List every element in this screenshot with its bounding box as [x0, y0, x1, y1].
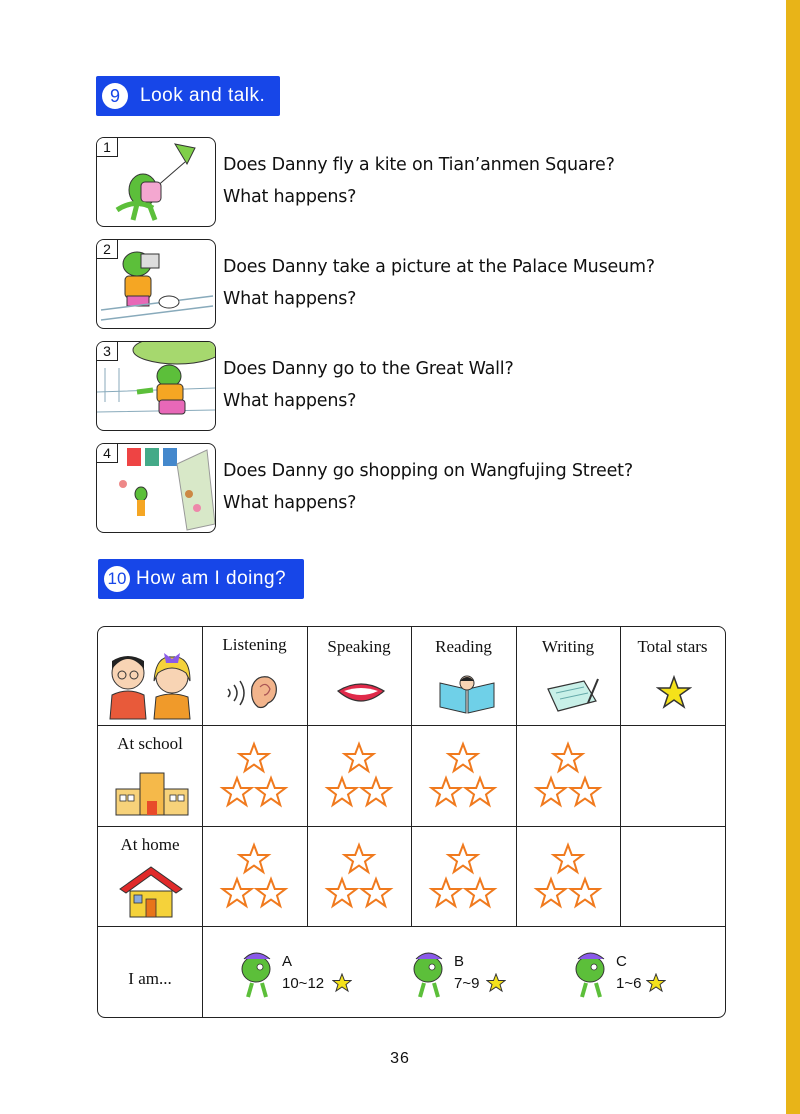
grade-range: 1~6: [616, 975, 642, 992]
picture-number: 3: [97, 342, 118, 361]
page-number: 36: [390, 1050, 410, 1067]
picture-number: 2: [97, 240, 118, 259]
picture-street: [96, 443, 216, 533]
children-icon: [104, 647, 198, 721]
follow-up: What happens?: [223, 187, 357, 207]
follow-up: What happens?: [223, 493, 357, 513]
section-title: Look and talk.: [140, 85, 266, 106]
question: Does Danny take a picture at the Palace Museum?: [223, 257, 655, 277]
look-talk-item-4: [96, 443, 696, 533]
grade-letter: A: [282, 953, 293, 970]
picture-camera: [96, 239, 216, 329]
star-group-school-listening[interactable]: [202, 739, 306, 809]
grade-letter: C: [616, 953, 627, 970]
follow-up: What happens?: [223, 391, 357, 411]
section-number: 9: [102, 83, 128, 109]
question: Does Danny go shopping on Wangfujing Street?: [223, 461, 633, 481]
star-icon: [332, 973, 352, 993]
header-reading: Reading: [435, 637, 492, 656]
picture-kite: [96, 137, 216, 227]
grade-range: 10~12: [282, 975, 325, 992]
star-icon: [646, 973, 666, 993]
table-divider: [98, 926, 725, 927]
notebook-icon: [544, 675, 600, 713]
look-talk-item-1: [96, 137, 696, 227]
star-icon: [486, 973, 506, 993]
picture-number: 1: [97, 138, 118, 157]
header-listening: Listening: [222, 635, 287, 654]
dino-icon: [410, 949, 450, 999]
grade-a: [238, 945, 358, 1005]
mouth-icon: [336, 679, 386, 709]
header-speaking: Speaking: [327, 637, 391, 656]
star-group-home-writing[interactable]: [516, 840, 620, 910]
self-assessment-table: [97, 626, 726, 1018]
star-group-school-speaking[interactable]: [307, 739, 411, 809]
section-9-header: [96, 76, 280, 116]
header-total-stars: Total stars: [637, 637, 708, 656]
picture-wall: [96, 341, 216, 431]
grade-b: [410, 945, 530, 1005]
table-divider: [98, 826, 725, 827]
section-title: How am I doing?: [136, 568, 287, 589]
star-group-school-reading[interactable]: [411, 739, 515, 809]
question: Does Danny fly a kite on Tian’anmen Square?: [223, 155, 615, 175]
school-icon: [114, 767, 190, 817]
star-group-home-reading[interactable]: [411, 840, 515, 910]
star-group-school-writing[interactable]: [516, 739, 620, 809]
row-label-i-am: I am...: [128, 969, 172, 988]
follow-up: What happens?: [223, 289, 357, 309]
grade-letter: B: [454, 953, 465, 970]
table-divider: [202, 627, 203, 1017]
section-number: 10: [104, 566, 130, 592]
table-divider: [98, 725, 725, 726]
question: Does Danny go to the Great Wall?: [223, 359, 514, 379]
row-label-at-school: At school: [117, 734, 183, 753]
grade-c: [572, 945, 692, 1005]
dino-icon: [572, 949, 612, 999]
ear-icon: [224, 671, 284, 715]
star-group-home-listening[interactable]: [202, 840, 306, 910]
look-talk-item-2: [96, 239, 696, 329]
star-icon: [656, 675, 692, 711]
header-writing: Writing: [541, 637, 595, 656]
picture-number: 4: [97, 444, 118, 463]
row-label-at-home: At home: [120, 835, 180, 854]
section-10-header: [98, 559, 304, 599]
look-talk-item-3: [96, 341, 696, 431]
grade-range: 7~9: [454, 975, 480, 992]
book-icon: [438, 675, 496, 715]
star-group-home-speaking[interactable]: [307, 840, 411, 910]
house-icon: [118, 865, 184, 919]
table-divider: [620, 627, 621, 927]
dino-icon: [238, 949, 278, 999]
page-edge-bar: [786, 0, 800, 1114]
